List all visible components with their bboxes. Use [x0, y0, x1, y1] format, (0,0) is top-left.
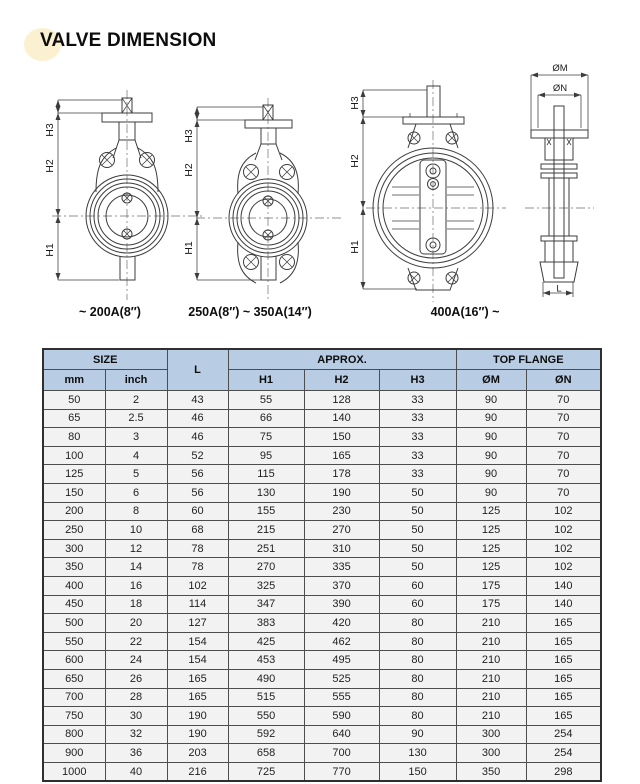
valve-technical-drawings: [0, 60, 640, 306]
table-cell: 590: [304, 707, 379, 726]
table-cell: 8: [105, 502, 167, 521]
table-cell: 60: [379, 595, 456, 614]
table-cell: 80: [43, 428, 105, 447]
table-cell: 26: [105, 669, 167, 688]
table-cell: 216: [167, 762, 228, 781]
table-cell: 70: [526, 465, 601, 484]
table-cell: 300: [456, 725, 526, 744]
table-cell: 700: [43, 688, 105, 707]
header-size: SIZE: [43, 349, 167, 370]
table-row: [43, 446, 601, 465]
table-cell: 165: [526, 707, 601, 726]
table-cell: 270: [304, 521, 379, 540]
table-cell: 175: [456, 595, 526, 614]
header-approx: APPROX.: [228, 349, 456, 370]
table-cell: 50: [379, 502, 456, 521]
table-cell: 125: [456, 539, 526, 558]
table-cell: 4: [105, 446, 167, 465]
table-cell: 298: [526, 762, 601, 781]
dim-label-h1: H1: [44, 243, 56, 257]
table-cell: 16: [105, 576, 167, 595]
table-cell: 190: [167, 725, 228, 744]
table-cell: 50: [379, 558, 456, 577]
table-cell: 33: [379, 465, 456, 484]
table-cell: 90: [456, 409, 526, 428]
valve-front-view-small: [44, 90, 202, 300]
dim-label-h1: H1: [349, 240, 361, 254]
dim-label-h2: H2: [349, 154, 361, 168]
caption-size-range-small: ~ 200A(8″): [79, 305, 141, 319]
table-cell: 210: [456, 707, 526, 726]
table-cell: 20: [105, 614, 167, 633]
table-cell: 150: [304, 428, 379, 447]
table-cell: 114: [167, 595, 228, 614]
table-cell: 95: [228, 446, 304, 465]
table-cell: 462: [304, 632, 379, 651]
table-cell: 80: [379, 651, 456, 670]
dim-label-h1: H1: [183, 241, 195, 255]
table-cell: 150: [379, 762, 456, 781]
table-cell: 700: [304, 744, 379, 763]
table-cell: 128: [304, 391, 379, 410]
table-cell: 78: [167, 558, 228, 577]
table-cell: 165: [167, 669, 228, 688]
table-cell: 60: [167, 502, 228, 521]
table-row: [43, 558, 601, 577]
header-dm: ØM: [456, 370, 526, 391]
table-cell: 175: [456, 576, 526, 595]
table-cell: 210: [456, 614, 526, 633]
table-cell: 2: [105, 391, 167, 410]
table-cell: 190: [167, 707, 228, 726]
valve-side-view: [525, 63, 594, 297]
table-cell: 56: [167, 483, 228, 502]
table-cell: 28: [105, 688, 167, 707]
table-row: [43, 465, 601, 484]
table-cell: 80: [379, 669, 456, 688]
table-cell: 270: [228, 558, 304, 577]
table-cell: 90: [456, 428, 526, 447]
table-cell: 203: [167, 744, 228, 763]
table-cell: 5: [105, 465, 167, 484]
table-cell: 78: [167, 539, 228, 558]
dim-label-h3: H3: [44, 123, 56, 137]
table-cell: 390: [304, 595, 379, 614]
table-cell: 70: [526, 428, 601, 447]
table-cell: 140: [304, 409, 379, 428]
table-cell: 453: [228, 651, 304, 670]
table-cell: 200: [43, 502, 105, 521]
table-cell: 22: [105, 632, 167, 651]
table-cell: 325: [228, 576, 304, 595]
table-cell: 165: [526, 688, 601, 707]
table-row: [43, 521, 601, 540]
table-cell: 150: [43, 483, 105, 502]
table-cell: 770: [304, 762, 379, 781]
table-cell: 130: [228, 483, 304, 502]
table-cell: 52: [167, 446, 228, 465]
table-cell: 90: [379, 725, 456, 744]
header-h3: H3: [379, 370, 456, 391]
table-cell: 60: [379, 576, 456, 595]
table-row: [43, 428, 601, 447]
valve-front-view-large: [349, 80, 506, 302]
header-top-flange: TOP FLANGE: [456, 349, 601, 370]
table-cell: 230: [304, 502, 379, 521]
table-cell: 70: [526, 483, 601, 502]
table-cell: 1000: [43, 762, 105, 781]
table-cell: 36: [105, 744, 167, 763]
table-cell: 725: [228, 762, 304, 781]
table-cell: 125: [456, 558, 526, 577]
table-cell: 215: [228, 521, 304, 540]
dim-label-h2: H2: [183, 163, 195, 177]
table-cell: 33: [379, 446, 456, 465]
table-cell: 32: [105, 725, 167, 744]
table-cell: 154: [167, 651, 228, 670]
table-cell: 102: [526, 558, 601, 577]
table-cell: 125: [43, 465, 105, 484]
table-cell: 18: [105, 595, 167, 614]
table-cell: 500: [43, 614, 105, 633]
dim-label-dn: ØN: [552, 83, 568, 94]
table-cell: 383: [228, 614, 304, 633]
table-cell: 190: [304, 483, 379, 502]
table-cell: 254: [526, 744, 601, 763]
dim-label-h3: H3: [349, 96, 361, 110]
table-cell: 350: [456, 762, 526, 781]
table-cell: 80: [379, 688, 456, 707]
table-cell: 90: [456, 483, 526, 502]
table-header: [43, 349, 601, 391]
table-cell: 14: [105, 558, 167, 577]
table-cell: 102: [526, 502, 601, 521]
dim-label-l: L: [556, 283, 562, 295]
table-cell: 250: [43, 521, 105, 540]
dim-label-dm: ØM: [552, 63, 568, 74]
table-cell: 75: [228, 428, 304, 447]
table-cell: 33: [379, 428, 456, 447]
table-cell: 102: [526, 539, 601, 558]
valve-dimension-table: [42, 348, 602, 782]
header-l: L: [167, 349, 228, 391]
table-cell: 2.5: [105, 409, 167, 428]
table-cell: 30: [105, 707, 167, 726]
table-cell: 650: [43, 669, 105, 688]
table-cell: 490: [228, 669, 304, 688]
table-row: [43, 614, 601, 633]
table-cell: 3: [105, 428, 167, 447]
table-row: [43, 391, 601, 410]
table-cell: 210: [456, 632, 526, 651]
table-row: [43, 688, 601, 707]
table-row: [43, 762, 601, 781]
table-cell: 210: [456, 651, 526, 670]
table-cell: 370: [304, 576, 379, 595]
table-cell: 102: [167, 576, 228, 595]
table-cell: 55: [228, 391, 304, 410]
table-cell: 80: [379, 632, 456, 651]
table-cell: 43: [167, 391, 228, 410]
table-row: [43, 539, 601, 558]
table-cell: 80: [379, 614, 456, 633]
table-row: [43, 483, 601, 502]
table-cell: 10: [105, 521, 167, 540]
table-cell: 300: [456, 744, 526, 763]
table-cell: 420: [304, 614, 379, 633]
table-cell: 347: [228, 595, 304, 614]
table-cell: 80: [379, 707, 456, 726]
table-cell: 6: [105, 483, 167, 502]
table-cell: 90: [456, 446, 526, 465]
header-inch: inch: [105, 370, 167, 391]
table-cell: 100: [43, 446, 105, 465]
table-row: [43, 707, 601, 726]
table-cell: 50: [379, 539, 456, 558]
table-row: [43, 632, 601, 651]
table-cell: 102: [526, 521, 601, 540]
table-cell: 165: [526, 651, 601, 670]
table-cell: 46: [167, 428, 228, 447]
table-cell: 125: [456, 502, 526, 521]
table-cell: 900: [43, 744, 105, 763]
table-cell: 165: [167, 688, 228, 707]
table-cell: 70: [526, 446, 601, 465]
valve-front-view-medium: [183, 98, 342, 302]
table-cell: 300: [43, 539, 105, 558]
table-cell: 56: [167, 465, 228, 484]
table-cell: 155: [228, 502, 304, 521]
dimension-table-container: [42, 348, 602, 782]
table-cell: 40: [105, 762, 167, 781]
table-cell: 90: [456, 465, 526, 484]
table-cell: 127: [167, 614, 228, 633]
table-cell: 310: [304, 539, 379, 558]
table-cell: 65: [43, 409, 105, 428]
table-cell: 750: [43, 707, 105, 726]
table-cell: 130: [379, 744, 456, 763]
table-cell: 525: [304, 669, 379, 688]
header-mm: mm: [43, 370, 105, 391]
table-cell: 165: [526, 632, 601, 651]
table-cell: 154: [167, 632, 228, 651]
header-h1: H1: [228, 370, 304, 391]
table-cell: 335: [304, 558, 379, 577]
table-row: [43, 409, 601, 428]
table-cell: 46: [167, 409, 228, 428]
table-row: [43, 669, 601, 688]
table-cell: 70: [526, 409, 601, 428]
table-cell: 550: [228, 707, 304, 726]
table-cell: 66: [228, 409, 304, 428]
table-cell: 165: [304, 446, 379, 465]
dim-label-h2: H2: [44, 159, 56, 173]
table-cell: 33: [379, 409, 456, 428]
table-cell: 178: [304, 465, 379, 484]
table-cell: 12: [105, 539, 167, 558]
table-cell: 640: [304, 725, 379, 744]
table-cell: 165: [526, 669, 601, 688]
page-title: VALVE DIMENSION: [40, 30, 217, 51]
table-cell: 24: [105, 651, 167, 670]
table-row: [43, 651, 601, 670]
table-cell: 555: [304, 688, 379, 707]
table-cell: 140: [526, 576, 601, 595]
table-row: [43, 744, 601, 763]
caption-size-range-large: 400A(16″) ~: [430, 305, 500, 319]
table-cell: 550: [43, 632, 105, 651]
table-cell: 125: [456, 521, 526, 540]
table-cell: 251: [228, 539, 304, 558]
table-body: [43, 391, 601, 782]
table-cell: 600: [43, 651, 105, 670]
caption-size-range-medium: 250A(8″) ~ 350A(14″): [188, 305, 312, 319]
table-cell: 50: [379, 521, 456, 540]
table-cell: 515: [228, 688, 304, 707]
header-dn: ØN: [526, 370, 601, 391]
table-cell: 495: [304, 651, 379, 670]
table-cell: 350: [43, 558, 105, 577]
header-h2: H2: [304, 370, 379, 391]
table-cell: 33: [379, 391, 456, 410]
table-row: [43, 725, 601, 744]
table-cell: 800: [43, 725, 105, 744]
table-cell: 254: [526, 725, 601, 744]
dim-label-h3: H3: [183, 129, 195, 143]
table-cell: 210: [456, 669, 526, 688]
table-cell: 210: [456, 688, 526, 707]
table-cell: 50: [379, 483, 456, 502]
table-cell: 115: [228, 465, 304, 484]
table-row: [43, 595, 601, 614]
table-row: [43, 576, 601, 595]
table-cell: 592: [228, 725, 304, 744]
table-cell: 140: [526, 595, 601, 614]
table-cell: 425: [228, 632, 304, 651]
table-row: [43, 502, 601, 521]
table-cell: 68: [167, 521, 228, 540]
table-cell: 400: [43, 576, 105, 595]
table-cell: 70: [526, 391, 601, 410]
table-cell: 165: [526, 614, 601, 633]
table-cell: 90: [456, 391, 526, 410]
table-cell: 450: [43, 595, 105, 614]
table-cell: 658: [228, 744, 304, 763]
table-cell: 50: [43, 391, 105, 410]
